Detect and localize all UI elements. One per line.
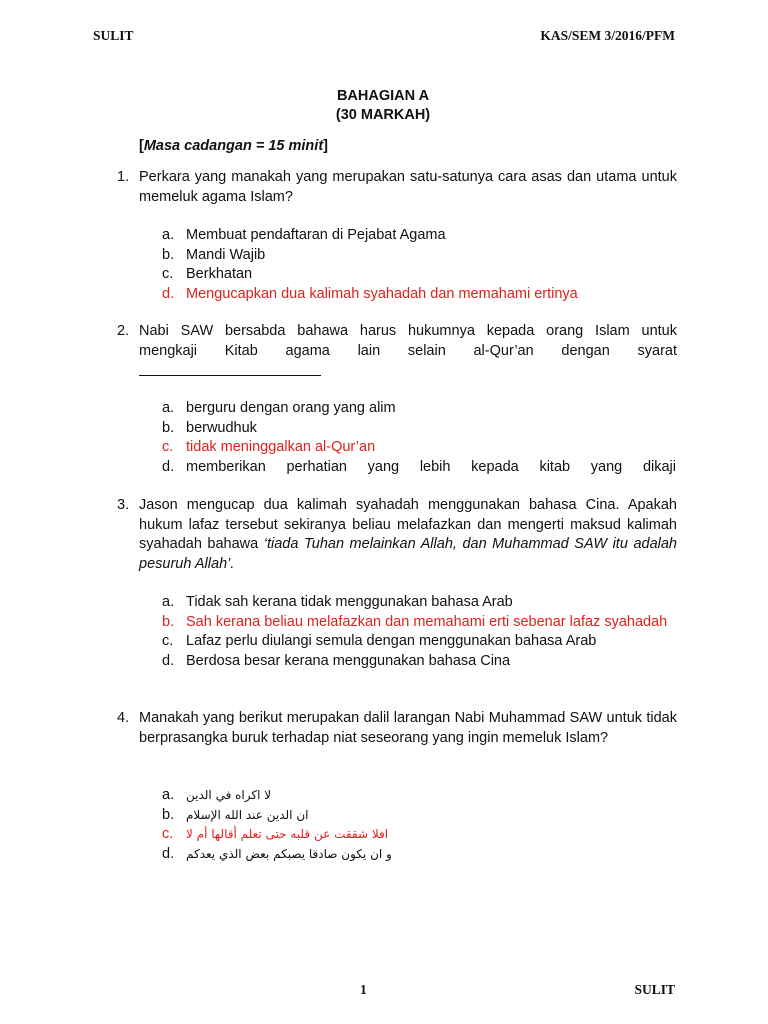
option-text: Berkhatan — [186, 266, 253, 282]
option-letter: d. — [162, 458, 175, 475]
question-3 — [117, 496, 677, 574]
option-c — [162, 265, 676, 285]
question-text-line2: mengkaji Kitab agama lain selain al-Qur’an dengan syarat — [139, 342, 677, 359]
section-title: BAHAGIAN A — [336, 88, 430, 104]
option-letter: b. — [162, 246, 175, 263]
option-text: Berdosa besar kerana menggunakan bahasa Cina — [186, 652, 511, 669]
option-text: berwudhuk — [186, 419, 257, 436]
question-2 — [117, 322, 677, 382]
time-note-open: [ — [139, 138, 144, 154]
option-a — [162, 226, 676, 246]
option-text: Tidak sah kerana tidak menggunakan bahasa Arab — [186, 594, 513, 610]
question-4 — [117, 709, 677, 748]
header-left: SULIT — [93, 28, 134, 43]
question-number: 3. — [117, 497, 130, 513]
question-text-line1: Nabi SAW bersabda bahawa harus hukumnya kepada orang Islam untuk — [139, 323, 677, 339]
option-letter: d. — [162, 845, 175, 862]
option-arabic-text: ان الدين عند الله الإسلام — [186, 807, 309, 822]
option-d — [162, 845, 676, 865]
option-text: Lafaz perlu diulangi semula dengan menggunakan bahasa Arab — [186, 633, 597, 649]
option-letter: b. — [162, 806, 175, 823]
option-arabic-text: افلا شققت عن قلبه حتى تعلم أقالها أم لا — [186, 827, 389, 841]
option-text: Sah kerana beliau melafazkan dan memahami erti sebenar lafaz syahadah — [186, 613, 668, 630]
question-1 — [117, 168, 677, 207]
question-text-quote: ‘tiada Tuhan melainkan Allah, dan Muhammad SAW itu adalah pesuruh Allah’. — [139, 536, 677, 572]
question-2-options — [162, 399, 676, 477]
option-letter: a. — [162, 400, 175, 416]
page-number: 1 — [360, 982, 367, 997]
option-c-answer — [162, 438, 676, 458]
option-text: tidak meninggalkan al-Qur’an — [186, 439, 376, 455]
option-a — [162, 399, 676, 419]
section-title-block — [0, 87, 768, 125]
time-note-text: Masa cadangan = 15 minit — [143, 138, 324, 154]
option-letter: b. — [162, 419, 175, 436]
option-b — [162, 419, 676, 439]
option-letter: d. — [162, 285, 175, 302]
option-arabic-text: لا اكراه في الدين — [186, 788, 272, 802]
footer-right: SULIT — [634, 982, 675, 997]
option-letter: c. — [162, 439, 174, 455]
option-d-answer — [162, 285, 676, 305]
time-note — [139, 138, 328, 154]
question-number: 4. — [117, 710, 130, 726]
option-letter: c. — [162, 633, 174, 649]
question-text-main: Jason mengucap dua kalimah syahadah menggunakan bahasa Cina. Apakah hukum lafaz tersebut sekiranya beliau melafazkan dan mengerti maksud kalimah syahadah bahawa — [139, 497, 677, 552]
question-text: Perkara yang manakah yang merupakan satu-satunya cara asas dan utama untuk memeluk agama Islam? — [139, 169, 677, 205]
option-a — [162, 593, 676, 613]
option-text: Mandi Wajib — [186, 246, 266, 263]
question-number: 2. — [117, 323, 130, 339]
option-c — [162, 632, 676, 652]
option-d — [162, 458, 676, 478]
option-c-answer — [162, 825, 676, 845]
option-text: memberikan perhatian yang lebih kepada kitab yang dikaji — [186, 458, 676, 475]
question-text: Manakah yang berikut merupakan dalil larangan Nabi Muhammad SAW untuk tidak berprasangka buruk terhadap niat seseorang yang ingin memeluk Islam? — [139, 710, 677, 746]
option-b-answer — [162, 613, 676, 633]
option-b — [162, 806, 676, 826]
answer-blank — [139, 361, 321, 376]
option-a — [162, 786, 676, 806]
option-text: Mengucapkan dua kalimah syahadah dan memahami ertinya — [186, 285, 578, 302]
option-text: berguru dengan orang yang alim — [186, 400, 396, 416]
question-number: 1. — [117, 169, 130, 185]
option-letter: b. — [162, 613, 175, 630]
option-letter: d. — [162, 652, 175, 669]
option-letter: c. — [162, 266, 174, 282]
option-text: Membuat pendaftaran di Pejabat Agama — [186, 227, 446, 243]
option-letter: a. — [162, 594, 175, 610]
option-letter: a. — [162, 227, 175, 243]
header-code: KAS/SEM 3/2016/PFM — [540, 28, 675, 43]
section-marks: (30 MARKAH) — [335, 107, 431, 123]
option-b — [162, 246, 676, 266]
option-letter: c. — [162, 826, 174, 842]
question-4-options — [162, 786, 676, 864]
time-note-close: ] — [323, 138, 328, 154]
question-1-options — [162, 226, 676, 304]
question-3-options — [162, 593, 676, 671]
question-text — [139, 496, 677, 574]
option-arabic-text: و ان يكون صادقا يصبكم بعض الذي يعدكم — [186, 846, 392, 861]
option-letter: a. — [162, 787, 175, 803]
option-d — [162, 652, 676, 672]
